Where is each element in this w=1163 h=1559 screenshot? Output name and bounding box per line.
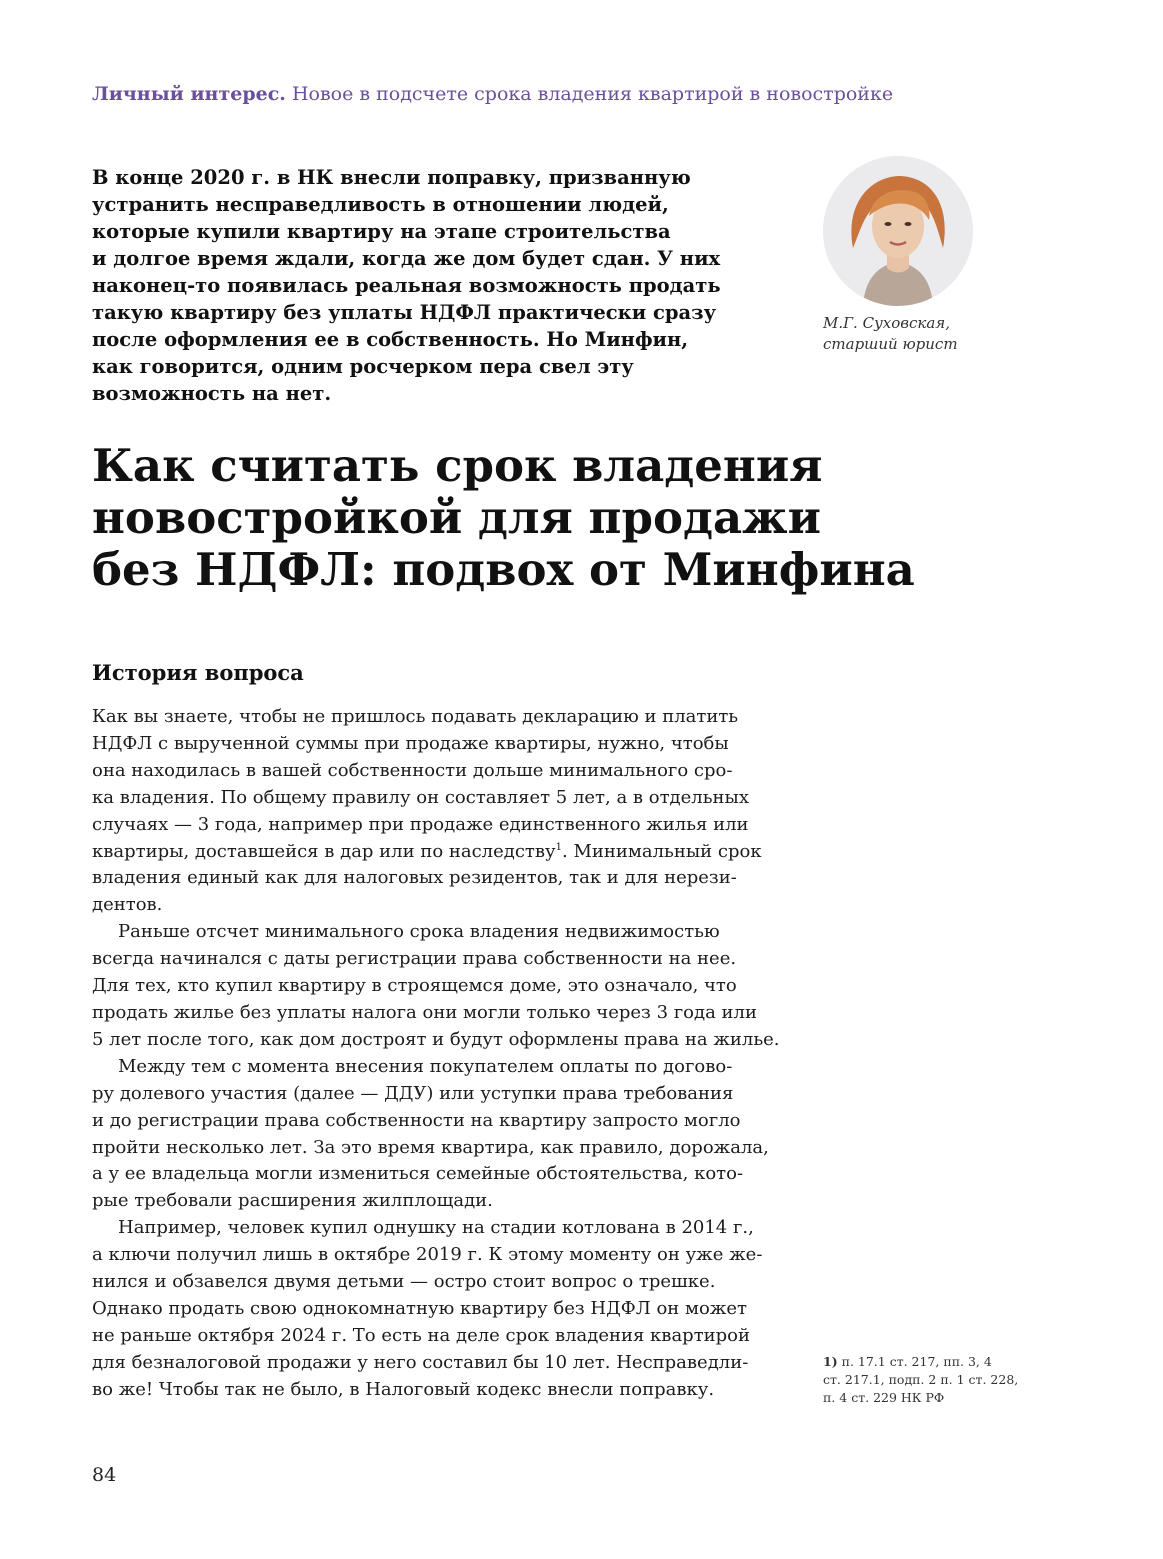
body-line: случаях — 3 года, например при продаже единственного жилья или [92, 813, 749, 835]
page-number: 84 [92, 1464, 117, 1486]
section-subtitle: Новое в подсчете срока владения квартирой в новостройке [291, 83, 894, 105]
footnote-ref[interactable]: 1 [555, 841, 562, 853]
title-line: новостройкой для продажи [92, 491, 821, 544]
body-line: ру долевого участия (далее — ДДУ) или уступки права требования [92, 1082, 734, 1104]
body-line: Однако продать свою однокомнатную квартиру без НДФЛ он может [92, 1297, 748, 1319]
article-body [92, 704, 780, 1404]
footnote [823, 1353, 1018, 1407]
lead-line: наконец-то появилась реальная возможность продать [92, 274, 721, 297]
body-line: дентов. [92, 894, 163, 916]
author-caption [823, 313, 958, 355]
body-line: ка владения. По общему правилу он составляет 5 лет, а в отдельных [92, 786, 749, 808]
body-line: пройти несколько лет. За это время квартира, как правило, дорожала, [92, 1136, 769, 1158]
author-name: М.Г. Суховская, [823, 314, 950, 332]
body-line: Как вы знаете, чтобы не пришлось подавать декларацию и платить [92, 706, 739, 727]
body-line: для безналоговой продажи у него составил бы 10 лет. Несправедли- [92, 1351, 749, 1373]
lead-line: такую квартиру без уплаты НДФЛ практически сразу [92, 301, 717, 324]
lead-line: устранить несправедливость в отношении людей, [92, 193, 669, 216]
footnote-number: 1) [823, 1354, 838, 1369]
section-label: Личный интерес. [92, 83, 286, 105]
body-line: она находилась в вашей собственности дольше минимального сро- [92, 759, 733, 781]
body-line: Для тех, кто купил квартиру в строящемся доме, это означало, что [92, 975, 737, 997]
body-line-with-footnote [92, 839, 772, 866]
body-line: а у ее владельца могли измениться семейные обстоятельства, кото- [92, 1163, 744, 1185]
section-header [92, 83, 893, 105]
body-line: НДФЛ с вырученной суммы при продаже квартиры, нужно, чтобы [92, 732, 729, 754]
lead-line: как говорится, одним росчерком пера свел эту [92, 355, 634, 378]
body-line: а ключи получил лишь в октябре 2019 г. К этому моменту он уже же- [92, 1244, 763, 1266]
lead-line: В конце 2020 г. в НК внесли поправку, призванную [92, 166, 691, 189]
lead-paragraph [92, 164, 752, 407]
body-line: и до регистрации права собственности на квартиру запросто могло [92, 1109, 741, 1131]
body-line: продать жилье без уплаты налога они могли только через 3 года или [92, 1001, 757, 1023]
title-line: без НДФЛ: подвох от Минфина [92, 543, 915, 596]
title-line: Как считать срок владения [92, 439, 823, 492]
body-line: нился и обзавелся двумя детьми — остро стоит вопрос о трешке. [92, 1271, 716, 1293]
footnote-text: п. 17.1 ст. 217, пп. 3, 4 [841, 1354, 992, 1369]
article-title [92, 440, 915, 596]
body-line: во же! Чтобы так не было, в Налоговый кодекс внесли поправку. [92, 1378, 715, 1400]
footnote-line: п. 4 ст. 229 НК РФ [823, 1390, 945, 1405]
section-subheading: История вопроса [92, 660, 304, 685]
lead-line: возможность на нет. [92, 382, 332, 405]
body-line-text: квартиры, доставшейся в дар или по наследству [92, 840, 556, 862]
lead-line: которые купили квартиру на этапе строительства [92, 220, 671, 243]
lead-line: после оформления ее в собственность. Но Минфин, [92, 328, 689, 351]
lead-line: и долгое время ждали, когда же дом будет сдан. У них [92, 247, 721, 270]
body-line: Между тем с момента внесения покупателем оплаты по догово- [118, 1055, 733, 1077]
body-line: 5 лет после того, как дом достроят и будут оформлены права на жилье. [92, 1028, 780, 1050]
body-line: Например, человек купил однушку на стадии котлована в 2014 г., [118, 1217, 754, 1239]
body-line: владения единый как для налоговых резидентов, так и для нерези- [92, 867, 737, 889]
body-line: Раньше отсчет минимального срока владения недвижимостью [118, 921, 720, 943]
footnote-line: ст. 217.1, подп. 2 п. 1 ст. 228, [823, 1372, 1019, 1387]
author-portrait [823, 156, 973, 306]
body-line-tail: . Минимальный срок [562, 840, 762, 862]
body-line: всегда начинался с даты регистрации права собственности на нее. [92, 948, 737, 970]
body-line: не раньше октября 2024 г. То есть на деле срок владения квартирой [92, 1324, 751, 1346]
body-line: рые требовали расширения жилплощади. [92, 1190, 493, 1212]
footnote-line [823, 1353, 1018, 1371]
author-role: старший юрист [823, 335, 958, 353]
